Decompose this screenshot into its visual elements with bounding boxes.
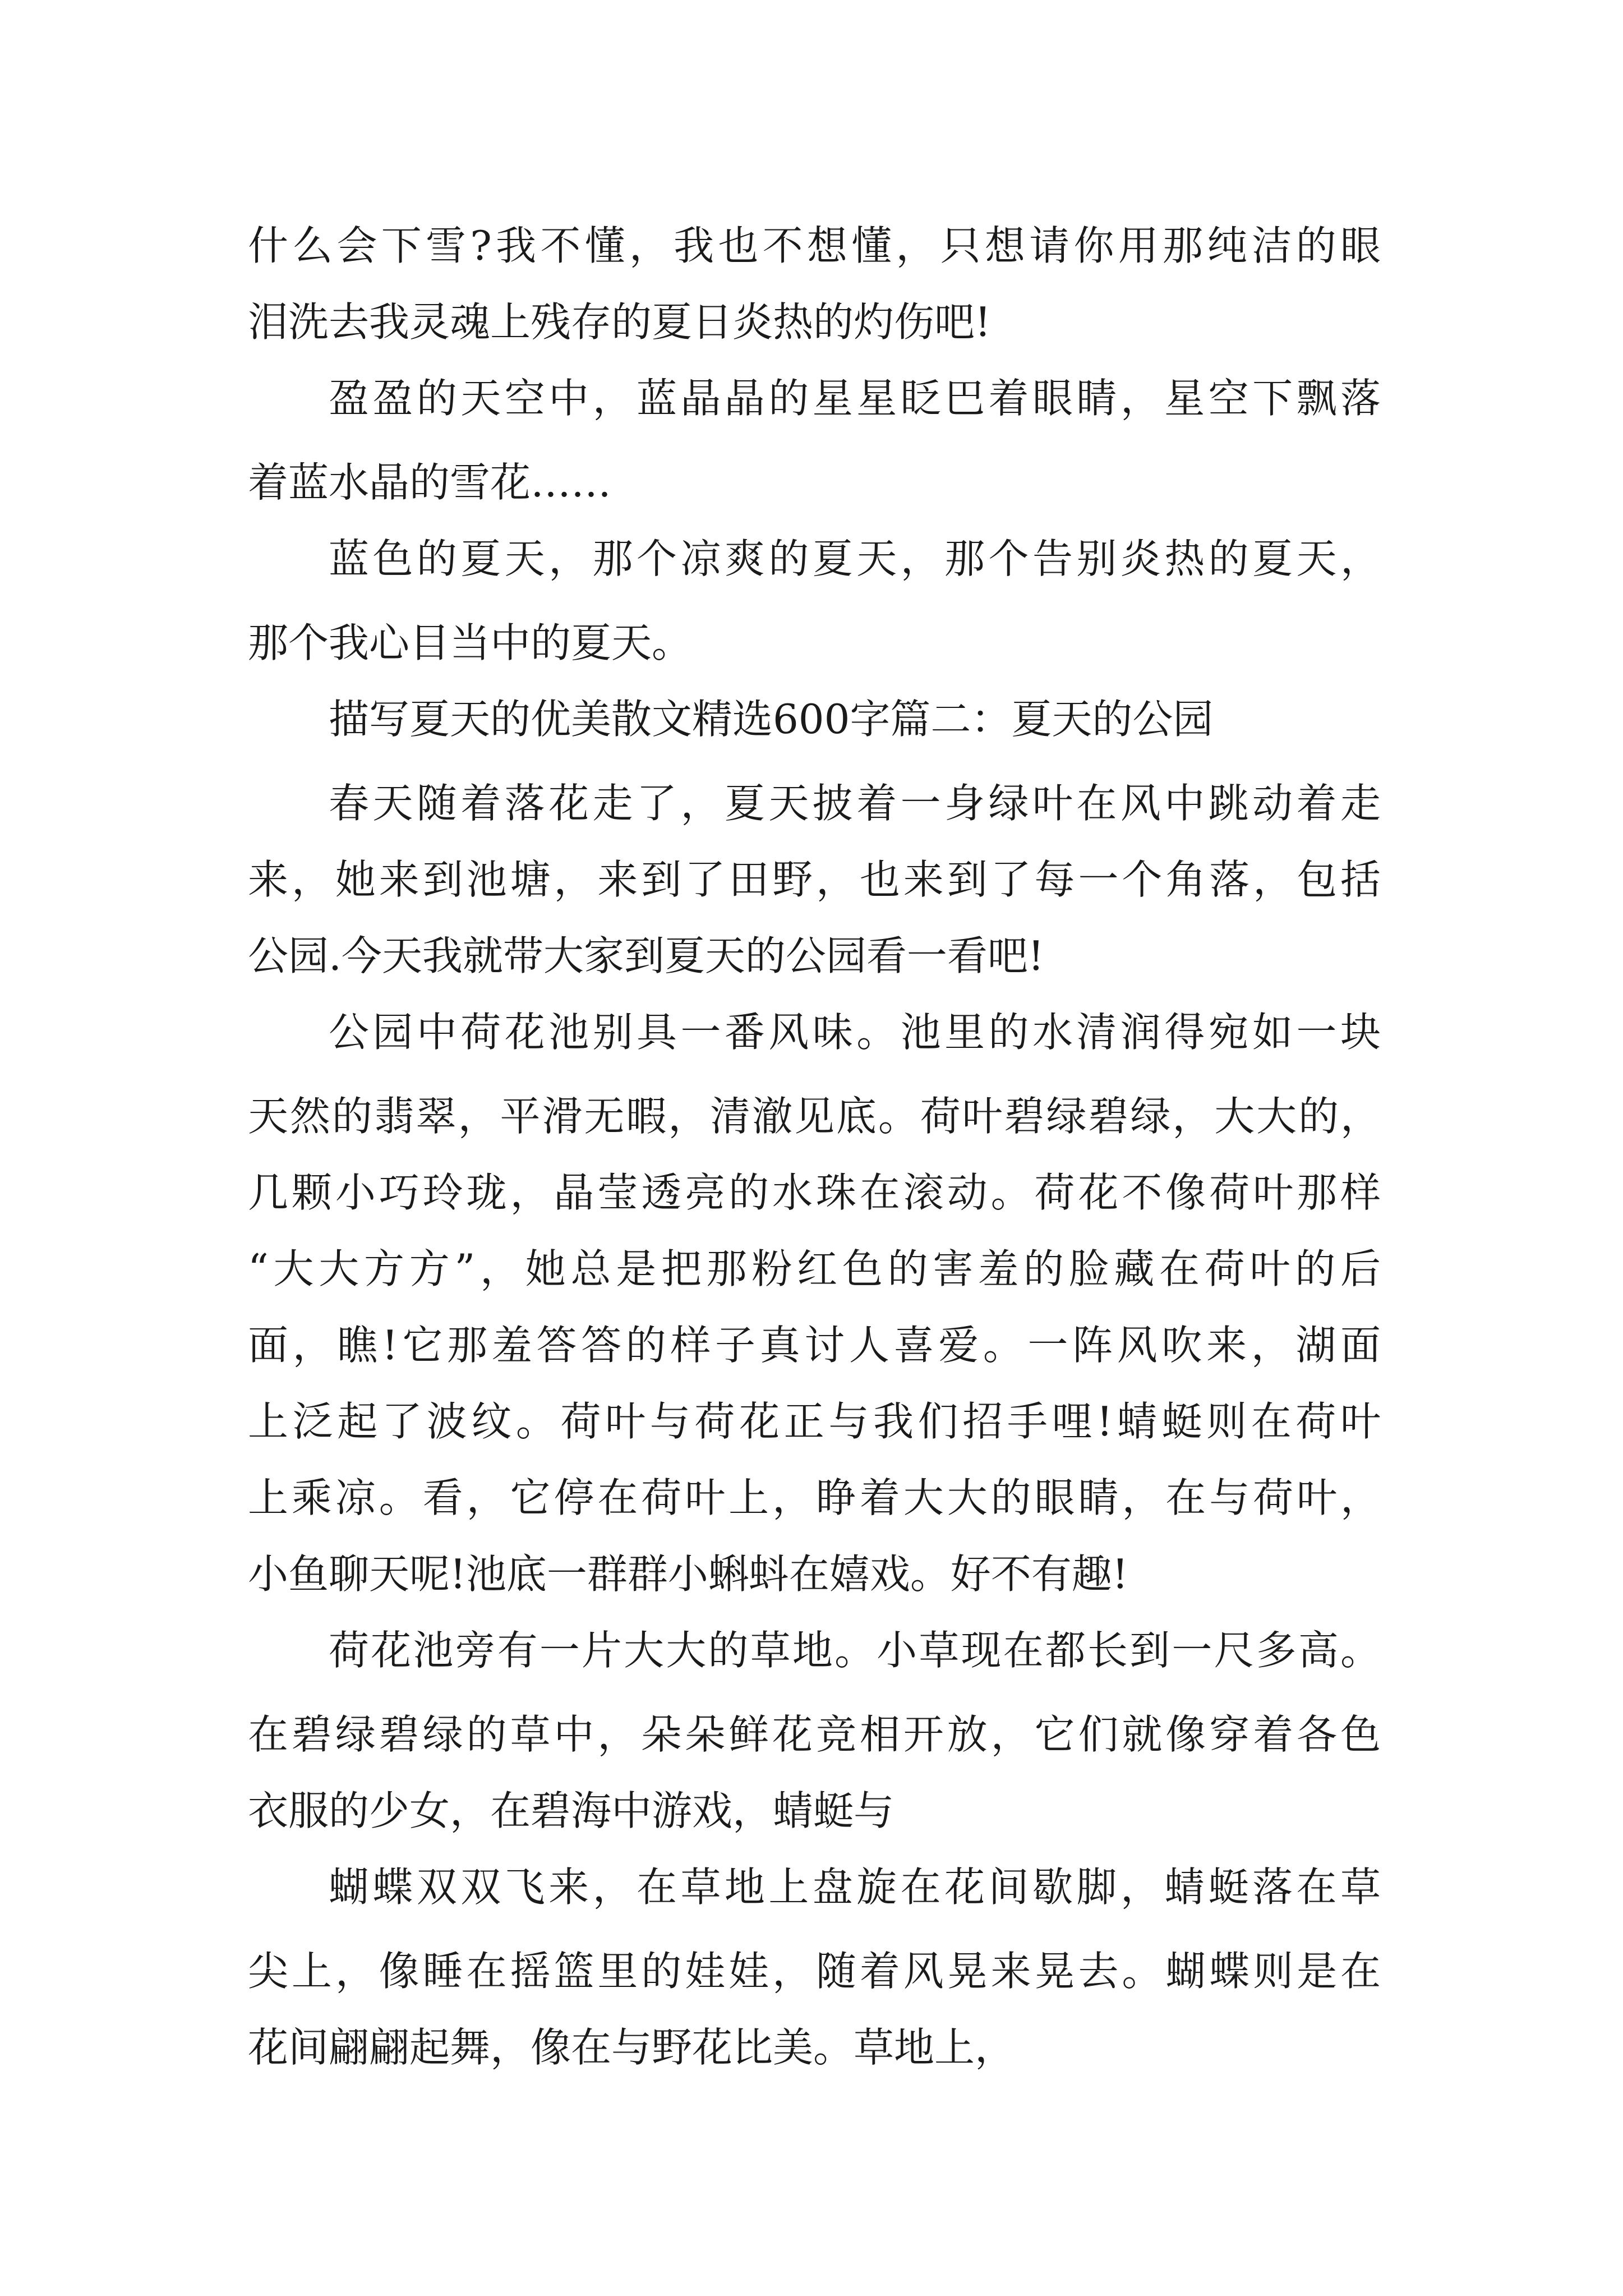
text-line: 那个我心目当中的夏天。 [248,619,693,666]
paragraph-start-line: 春天随着落花走了，夏天披着一身绿叶在风中跳动着走 [329,780,1381,827]
paragraph-start-line: 蝴蝶双双飞来，在草地上盘旋在花间歇脚，蜻蜓落在草 [329,1864,1381,1911]
text-line: 面，瞧!它那羞答答的样子真讨人喜爱。一阵风吹来，湖面 [248,1322,1381,1369]
text-line: 什么会下雪?我不懂，我也不想懂，只想请你用那纯洁的眼 [248,222,1381,269]
text-line: 几颗小巧玲珑，晶莹透亮的水珠在滚动。荷花不像荷叶那样 [248,1169,1381,1216]
text-line: 上乘凉。看，它停在荷叶上，睁着大大的眼睛，在与荷叶， [248,1474,1381,1521]
text-line: 天然的翡翠，平滑无暇，清澈见底。荷叶碧绿碧绿，大大的， [248,1093,1381,1140]
paragraph-start-line: 蓝色的夏天，那个凉爽的夏天，那个告别炎热的夏天， [329,535,1381,582]
paragraph-start-line: 公园中荷花池别具一番风味。池里的水清润得宛如一块 [329,1009,1381,1056]
article-body [248,208,1381,2086]
text-line: 着蓝水晶的雪花…… [248,459,612,506]
text-line: 上泛起了波纹。荷叶与荷花正与我们招手哩!蜻蜓则在荷叶 [248,1398,1381,1445]
text-line: 公园.今天我就带大家到夏天的公园看一看吧! [248,932,1044,979]
section-heading: 描写夏天的优美散文精选600字篇二：夏天的公园 [329,696,1214,743]
text-line: 在碧绿碧绿的草中，朵朵鲜花竞相开放，它们就像穿着各色 [248,1711,1381,1758]
text-line: 花间翩翩起舞，像在与野花比美。草地上， [248,2024,1016,2071]
text-line: 衣服的少女，在碧海中游戏，蜻蜓与 [248,1787,895,1834]
text-line: 来，她来到池塘，来到了田野，也来到了每一个角落，包括 [248,856,1381,903]
text-line: 尖上，像睡在摇篮里的娃娃，随着风晃来晃去。蝴蝶则是在 [248,1948,1381,1995]
paragraph-start-line: 荷花池旁有一片大大的草地。小草现在都长到一尺多高。 [329,1627,1381,1674]
text-line: 小鱼聊天呢!池底一群群小蝌蚪在嬉戏。好不有趣! [248,1550,1128,1598]
text-line: 泪洗去我灵魂上残存的夏日炎热的灼伤吧! [248,298,991,346]
paragraph-start-line: 盈盈的天空中，蓝晶晶的星星眨巴着眼睛，星空下飘落 [329,375,1381,422]
text-line: “大大方方”，她总是把那粉红色的害羞的脸藏在荷叶的后 [248,1245,1381,1292]
